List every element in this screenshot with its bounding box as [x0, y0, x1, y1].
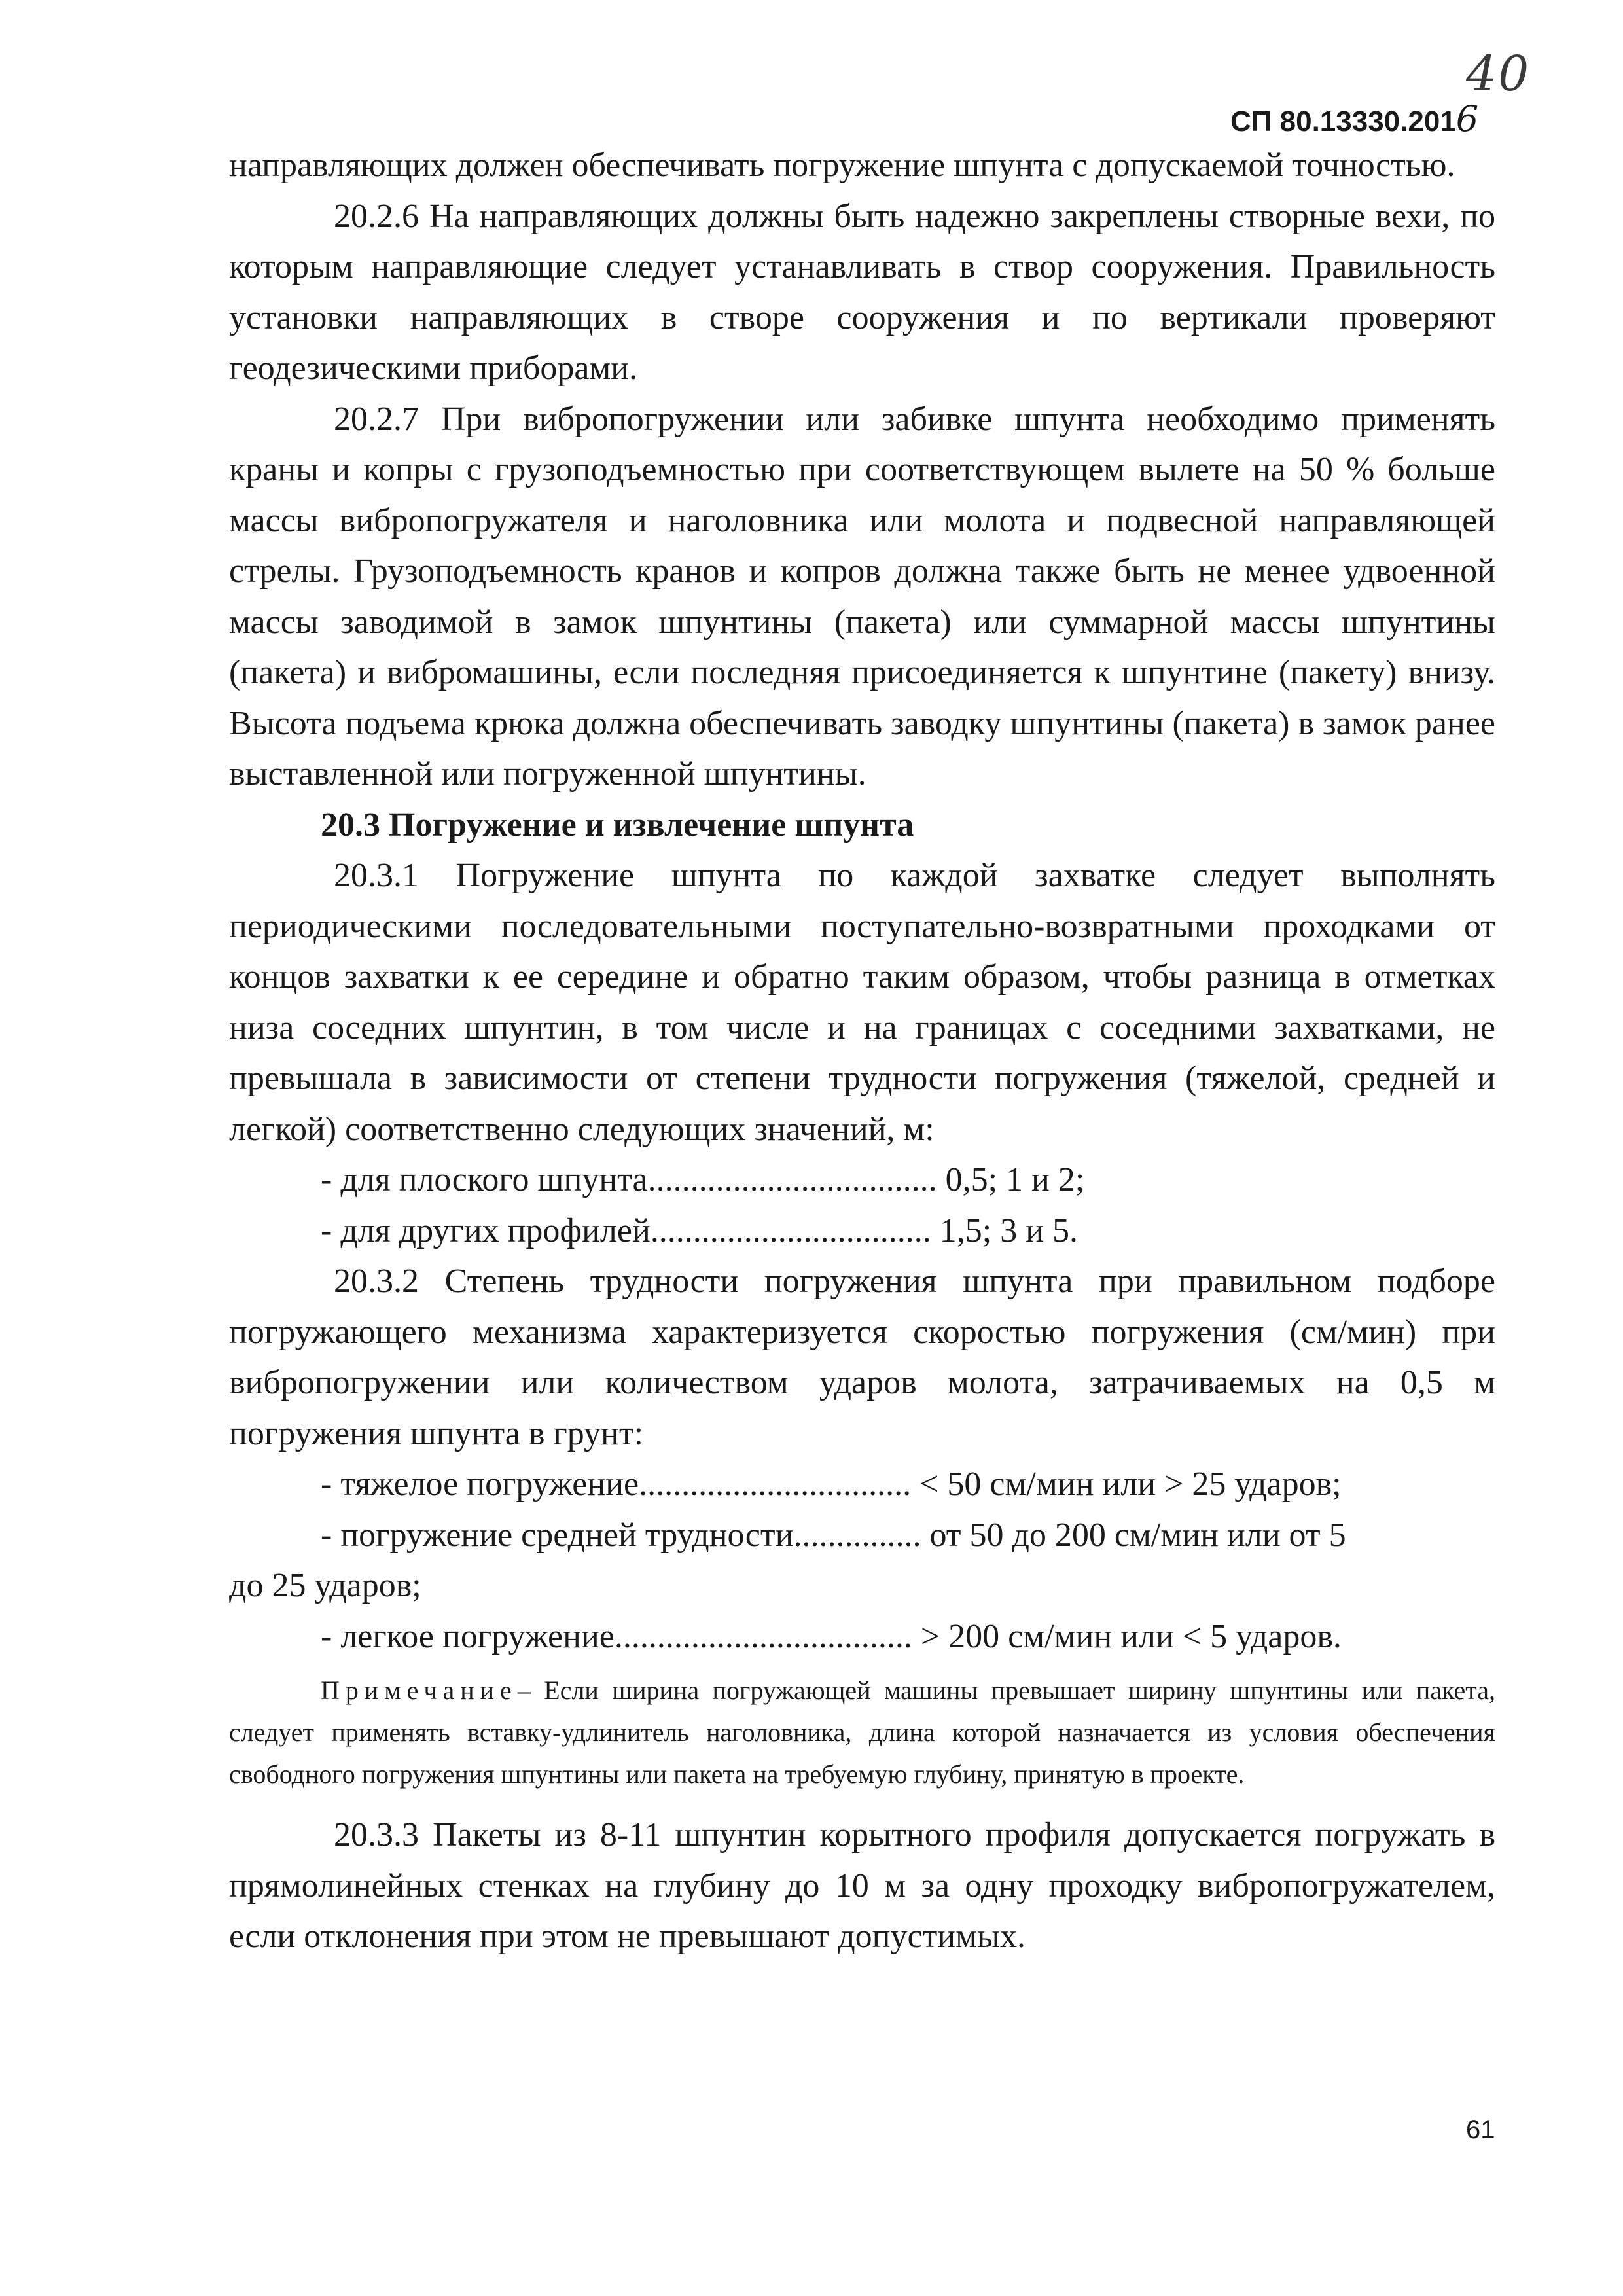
paragraph-20-3-3: 20.3.3 Пакеты из 8-11 шпунтин корытного профиля допускается погружать в прямолинейных стенках на глубину до 10 м за одну проходку вибропогружателем, если отклонения при этом не превышают допустимых. — [229, 1816, 1495, 1955]
document-code-handwritten-digit: 6 — [1455, 98, 1479, 139]
body-text — [229, 140, 1495, 1962]
page-number: 61 — [1466, 2115, 1495, 2144]
list-item-flat-sheet-pile: - для плоского шпунта.................................. 0,5; 1 и 2; — [321, 1161, 1085, 1198]
list-item-light-driving: - легкое погружение................................... > 200 см/мин или < 5 ударов. — [321, 1617, 1342, 1655]
list-item-medium-driving-continuation: до 25 ударов; — [229, 1567, 421, 1604]
section-heading-20-3: 20.3 Погружение и извлечение шпунта — [321, 806, 914, 844]
list-item-medium-driving: - погружение средней трудности............... от 50 до 200 см/мин или от 5 — [321, 1516, 1346, 1554]
paragraph-20-3-2: 20.3.2 Степень трудности погружения шпунта при правильном подборе погружающего механизма характеризуется скоростью погружения (см/мин) при вибропогружении или количеством ударов молота, затрачиваемых на 0,5 м погружения шпунта в грунт: — [229, 1263, 1495, 1452]
note-text: – Если ширина погружающей машины превышает ширину шпунтины или пакета, следует применять вставку-удлинитель наголовника, длина которой назначается из условия обеспечения свободного погружения шпунтины или пакета на требуемую глубину, принятую в проекте. — [229, 1676, 1495, 1789]
document-code — [1230, 98, 1478, 139]
note — [229, 1670, 1495, 1795]
paragraph-continuation: направляющих должен обеспечивать погружение шпунта с допускаемой точностью. — [229, 147, 1455, 184]
handwritten-sheet-number: 40 — [1466, 46, 1531, 102]
list-item-other-profiles: - для других профилей................................. 1,5; 3 и 5. — [321, 1211, 1079, 1249]
note-label: Примечание — [321, 1676, 518, 1705]
paragraph-20-3-1: 20.3.1 Погружение шпунта по каждой захватке следует выполнять периодическими последовательными поступательно-возвратными проходками от концов захватки к ее середине и обратно таким образом, чтобы разница в отметках низа соседних шпунтин, в том числе и на границах с соседними захватками, не превышала в зависимости от степени трудности погружения (тяжелой, средней и легкой) соответственно следующих значений, м: — [229, 857, 1495, 1148]
document-code-printed: СП 80.13330.201 — [1230, 105, 1456, 137]
list-item-heavy-driving: - тяжелое погружение................................ < 50 см/мин или > 25 ударов; — [321, 1465, 1342, 1503]
paragraph-20-2-6: 20.2.6 На направляющих должны быть надежно закреплены створные вехи, по которым направляющие следует устанавливать в створ сооружения. Правильность установки направляющих в створе сооружения и по вертикали проверяют геодезическими приборами. — [229, 197, 1495, 387]
paragraph-20-2-7: 20.2.7 При вибропогружении или забивке шпунта необходимо применять краны и копры с грузоподъемностью при соответствующем вылете на 50 % больше массы вибропогружателя и наголовника или молота и подвесной направляющей стрелы. Грузоподъемность кранов и копров должна также быть не менее удвоенной массы заводимой в замок шпунтины (пакета) или суммарной массы шпунтины (пакета) и вибромашины, если последняя присоединяется к шпунтине (пакету) внизу. Высота подъема крюка должна обеспечивать заводку шпунтины (пакета) в замок ранее выставленной или погруженной шпунтины. — [229, 400, 1495, 793]
